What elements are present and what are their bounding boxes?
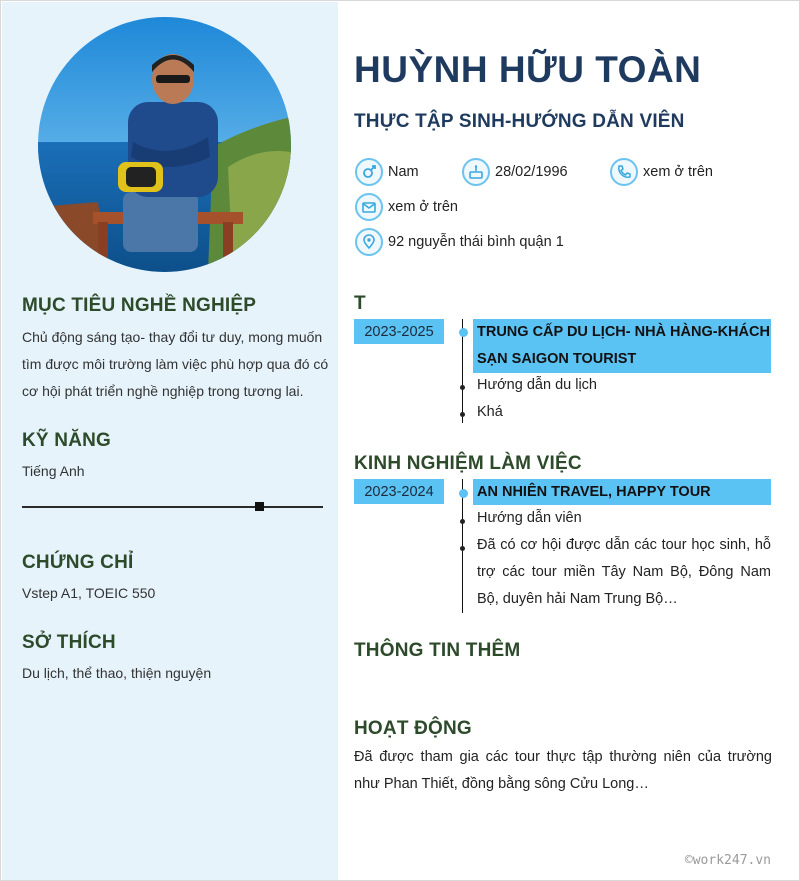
objective-line: Chủ động sáng tạo- thay đổi tư duy, mong muốn: [22, 329, 323, 345]
bullet-dot: [460, 385, 465, 390]
experience-detail: [477, 532, 771, 613]
address-info: [355, 228, 564, 256]
gender-icon: [355, 158, 383, 186]
birthday-info: [462, 158, 568, 186]
profile-photo-illustration: [38, 17, 291, 272]
birthday-value: 28/02/1996: [495, 164, 568, 180]
experience-company: AN NHIÊN TRAVEL, HAPPY TOUR: [473, 479, 771, 505]
education-major: Hướng dẫn du lịch: [477, 377, 597, 393]
activities-line: Đã được tham gia các tour thực tập thường niên của trường: [354, 749, 772, 765]
objective-text: [22, 324, 332, 405]
map-pin-icon: [355, 228, 383, 256]
timeline-dot: [459, 489, 468, 498]
watermark: ©work247.vn: [684, 853, 771, 868]
hobbies-text: Du lịch, thể thao, thiện nguyện: [22, 665, 212, 681]
activities-text: [354, 744, 772, 798]
detail-line: trợ các tour miền Tây Nam Bộ, Đông Nam: [477, 564, 771, 580]
bullet-dot: [460, 519, 465, 524]
hobbies-heading: SỞ THÍCH: [22, 632, 116, 653]
skill-level-track: [22, 506, 323, 508]
activities-line: như Phan Thiết, đồng bằng sông Cửu Long…: [354, 776, 649, 792]
certificates-text: Vstep A1, TOEIC 550: [22, 585, 156, 601]
detail-line: Đã có cơ hội được dẫn các tour học sinh, hỗ: [477, 537, 771, 553]
activities-heading: HOẠT ĐỘNG: [354, 718, 472, 739]
gender-value: Nam: [388, 164, 419, 180]
timeline-dot: [459, 328, 468, 337]
email-value: xem ở trên: [388, 199, 458, 215]
phone-info: [610, 158, 713, 186]
education-heading: T: [354, 293, 366, 314]
profile-photo: [38, 17, 291, 272]
education-school: [473, 319, 771, 373]
address-value: 92 nguyễn thái bình quận 1: [388, 234, 564, 250]
email-info: [355, 193, 458, 221]
gender-info: [355, 158, 419, 186]
skill-level-marker: [255, 502, 264, 511]
education-grade: Khá: [477, 404, 503, 420]
email-icon: [355, 193, 383, 221]
school-line: TRUNG CẤP DU LỊCH- NHÀ HÀNG-KHÁCH: [477, 324, 770, 340]
bullet-dot: [460, 412, 465, 417]
bullet-dot: [460, 546, 465, 551]
experience-heading: KINH NGHIỆM LÀM VIỆC: [354, 453, 582, 474]
full-name: HUỲNH HỮU TOÀN: [354, 49, 702, 90]
education-date: 2023-2025: [354, 319, 444, 344]
detail-line: Bộ, duyên hải Nam Trung Bộ…: [477, 591, 678, 607]
phone-value: xem ở trên: [643, 164, 713, 180]
skill-name: Tiếng Anh: [22, 463, 85, 479]
school-line: SẠN SAIGON TOURIST: [477, 351, 637, 367]
experience-position: Hướng dẫn viên: [477, 510, 582, 526]
skills-heading: KỸ NĂNG: [22, 430, 112, 451]
certificates-heading: CHỨNG CHỈ: [22, 552, 134, 573]
birthday-cake-icon: [462, 158, 490, 186]
phone-icon: [610, 158, 638, 186]
objective-heading: MỤC TIÊU NGHỀ NGHIỆP: [22, 295, 257, 316]
job-title: THỰC TẬP SINH-HƯỚNG DẪN VIÊN: [354, 111, 685, 132]
experience-date: 2023-2024: [354, 479, 444, 504]
objective-line: tìm được môi trường làm việc phù hợp qua đó có: [22, 356, 329, 372]
extra-info-heading: THÔNG TIN THÊM: [354, 640, 521, 661]
objective-line: cơ hội phát triển nghề nghiệp trong tương lai.: [22, 383, 304, 399]
